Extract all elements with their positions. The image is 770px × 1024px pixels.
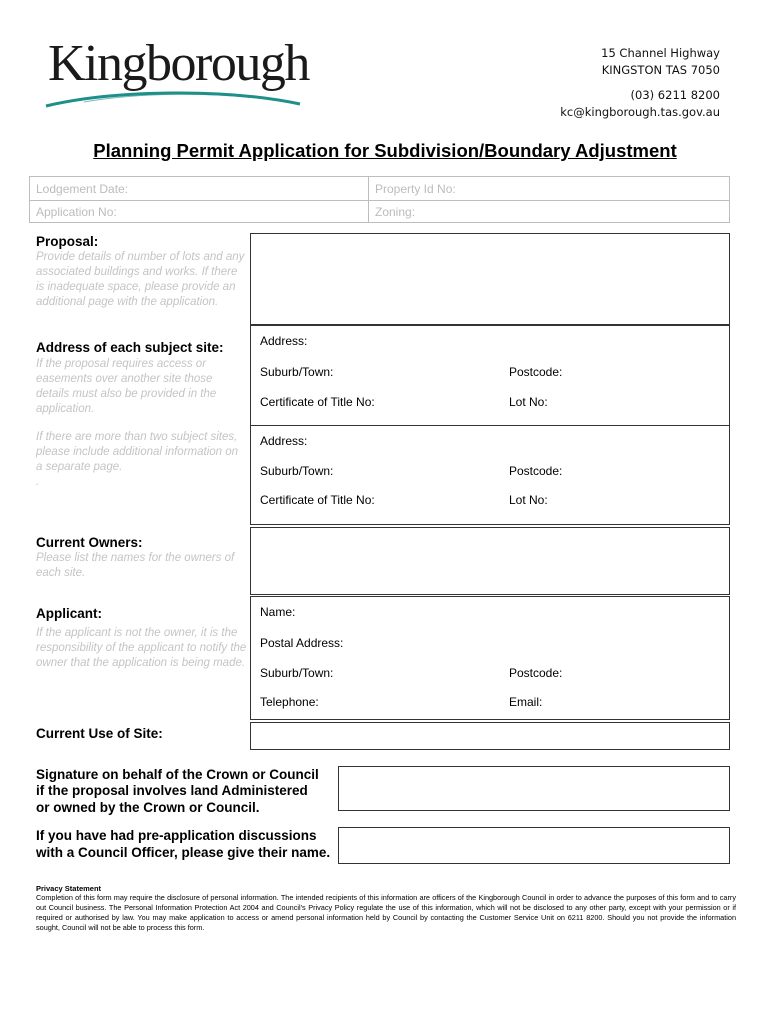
application-no-label: Application No:	[36, 205, 117, 219]
proposal-input-box[interactable]	[250, 233, 730, 325]
crown-line-3: or owned by the Crown or Council.	[36, 800, 260, 815]
applicant-label: Applicant:	[36, 606, 102, 621]
subject-site-hint-2: If there are more than two subject sites, please include additional information on a separate page.	[36, 431, 239, 473]
lodgement-date-label: Lodgement Date:	[36, 182, 129, 196]
crown-signature-box[interactable]	[338, 766, 730, 811]
proposal-label: Proposal:	[36, 234, 99, 249]
site2-suburb-label: Suburb/Town:	[260, 464, 334, 478]
logo-swoosh-icon	[44, 84, 304, 110]
preapp-line-2: with a Council Officer, please give their name.	[36, 845, 331, 860]
crown-line-2: if the proposal involves land Administered	[36, 783, 308, 798]
subject-site-hint-1: If the proposal requires access or easements over another site those details must also be provided in the application.	[36, 358, 217, 415]
property-id-label: Property Id No:	[375, 182, 456, 196]
proposal-hint: Provide details of number of lots and any associated buildings and works. If there is inadequate space, please provide an additional page with the application.	[36, 251, 245, 308]
current-use-input-box[interactable]	[250, 722, 730, 750]
site2-title-label: Certificate of Title No:	[260, 493, 375, 507]
privacy-title: Privacy Statement	[36, 884, 102, 893]
site1-postcode-label: Postcode:	[509, 365, 563, 379]
applicant-telephone-label: Telephone:	[260, 695, 319, 709]
applicant-postal-label: Postal Address:	[260, 636, 344, 650]
site1-address-label: Address:	[260, 334, 308, 348]
email-address: kc@kingborough.tas.gov.au	[560, 105, 720, 119]
crown-line-1: Signature on behalf of the Crown or Council	[36, 767, 319, 782]
site1-title-label: Certificate of Title No:	[260, 395, 375, 409]
phone-number: (03) 6211 8200	[630, 88, 720, 102]
preapp-name-box[interactable]	[338, 827, 730, 864]
applicant-email-label: Email:	[509, 695, 543, 709]
owners-hint: Please list the names for the owners of each site.	[36, 552, 235, 579]
applicant-box[interactable]	[250, 596, 730, 720]
applicant-hint: If the applicant is not the owner, it is the responsibility of the applicant to notify the owner that the application is being made.	[36, 627, 247, 669]
preapp-line-1: If you have had pre-application discussions	[36, 828, 317, 843]
applicant-postcode-label: Postcode:	[509, 666, 563, 680]
address-line-1: 15 Channel Highway	[601, 46, 720, 60]
site2-postcode-label: Postcode:	[509, 464, 563, 478]
subject-site-label: Address of each subject site:	[36, 340, 224, 355]
office-use-table	[29, 176, 730, 223]
owners-input-box[interactable]	[250, 527, 730, 595]
council-logo-text: Kingborough	[48, 35, 309, 92]
applicant-name-label: Name:	[260, 605, 296, 619]
address-line-2: KINGSTON TAS 7050	[601, 63, 720, 77]
current-use-label: Current Use of Site:	[36, 726, 163, 741]
site2-address-label: Address:	[260, 434, 308, 448]
site1-lot-label: Lot No:	[509, 395, 548, 409]
applicant-suburb-label: Suburb/Town:	[260, 666, 334, 680]
privacy-text: Completion of this form may require the disclosure of personal information. The intended recipients of this information are officers of the Kingborough Council in order to advance the purposes of this form and to carry out Council business. The Personal Information Protection Act 2004 and Council's Privacy Policy regulate the use of this information, which will not be disclosed to any other party, except with your permission or if required or authorised by law. You may make application to access or amend personal information held by Council by contacting the Customer Service Unit on 6211 8200. Should you not provide the information sought, Council will not be able to process this form.	[36, 893, 736, 932]
owners-label: Current Owners:	[36, 535, 143, 550]
site2-lot-label: Lot No:	[509, 493, 548, 507]
zoning-label: Zoning:	[375, 205, 416, 219]
site1-suburb-label: Suburb/Town:	[260, 365, 334, 379]
page-title: Planning Permit Application for Subdivision/Boundary Adjustment	[93, 140, 677, 161]
subject-site-hint-dot: .	[36, 476, 40, 488]
